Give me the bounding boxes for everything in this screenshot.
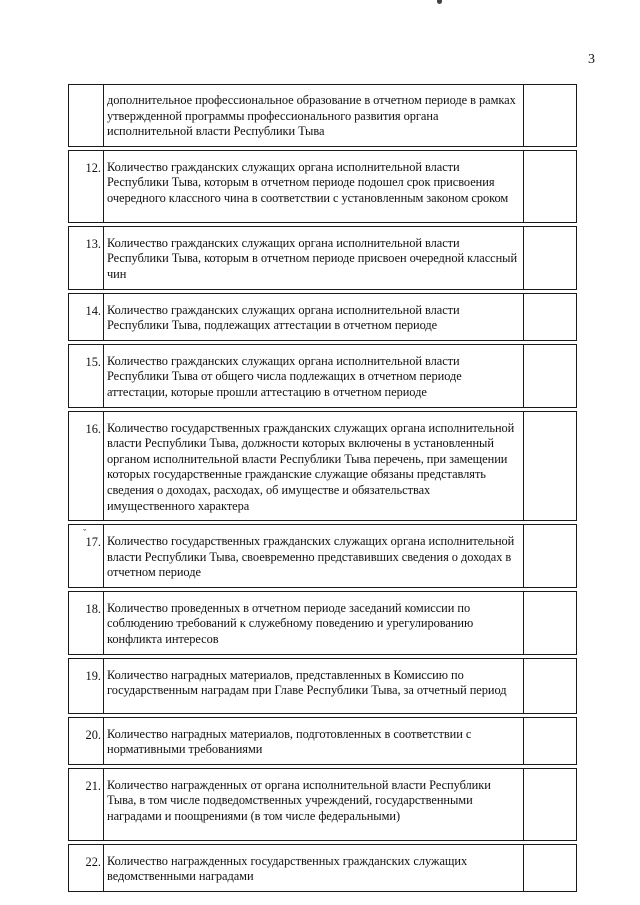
row-value-cell[interactable]: [524, 226, 577, 289]
table-row: [69, 844, 577, 891]
row-description: дополнительное профессиональное образование в отчетном периоде в рамках утвержденной программы профессионального развития органа исполнительной власти Республики Тыва: [104, 85, 524, 147]
row-number: 20.: [69, 717, 104, 764]
table-row: [69, 293, 577, 340]
row-description: Количество награжденных от органа исполнительной власти Республики Тыва, в том числе подведомственных учреждений, государственными наградами и поощрениями (в том числе федеральными): [104, 768, 524, 840]
row-description: Количество гражданских служащих органа исполнительной власти Республики Тыва, которым в отчетном периоде подошел срок присвоения очередного классного чина в соответствии с установленным законом сроком: [104, 150, 524, 222]
row-number: 18.: [69, 591, 104, 654]
row-number: 19.: [69, 658, 104, 713]
scan-artifact-mark: ˬ: [83, 520, 87, 531]
row-value-cell[interactable]: [524, 658, 577, 713]
row-description: Количество награжденных государственных гражданских служащих ведомственными наградами: [104, 844, 524, 891]
table-row: [69, 658, 577, 713]
row-value-cell[interactable]: [524, 525, 577, 588]
row-value-cell[interactable]: [524, 768, 577, 840]
row-value-cell[interactable]: [524, 293, 577, 340]
row-value-cell[interactable]: [524, 411, 577, 521]
table-row: [69, 768, 577, 840]
table-row: [69, 411, 577, 521]
row-value-cell[interactable]: [524, 591, 577, 654]
row-description: Количество наградных материалов, представленных в Комиссию по государственным наградам при Главе Республики Тыва, за отчетный период: [104, 658, 524, 713]
row-number: 22.: [69, 844, 104, 891]
table-row: [69, 150, 577, 222]
row-number: 16.: [69, 411, 104, 521]
row-description: Количество гражданских служащих органа исполнительной власти Республики Тыва, подлежащих аттестации в отчетном периоде: [104, 293, 524, 340]
scan-artifact-top: [437, 0, 442, 4]
row-description: Количество гражданских служащих органа исполнительной власти Республики Тыва от общего числа подлежащих в отчетном периоде аттестации, которые прошли аттестацию в отчетном периоде: [104, 344, 524, 407]
row-value-cell[interactable]: [524, 85, 577, 147]
row-number: [69, 85, 104, 147]
row-value-cell[interactable]: [524, 717, 577, 764]
row-number: 15.: [69, 344, 104, 407]
table-row: [69, 344, 577, 407]
row-description: Количество наградных материалов, подготовленных в соответствии с нормативными требованиями: [104, 717, 524, 764]
indicators-table: [68, 84, 577, 892]
row-description: Количество гражданских служащих органа исполнительной власти Республики Тыва, которым в отчетном периоде присвоен очередной классный чин: [104, 226, 524, 289]
table-row: [69, 226, 577, 289]
row-number: 12.: [69, 150, 104, 222]
page-number: 3: [588, 52, 595, 67]
table-row: [69, 525, 577, 588]
row-number: 14.: [69, 293, 104, 340]
row-description: Количество государственных гражданских служащих органа исполнительной власти Республики Тыва, должности которых включены в установленный органом исполнительной власти Республики Тыва перечень, при замещении которых государственные гражданские служащие обязаны представлять сведения о доходах, расходах, об имуществе и обязательствах имущественного характера: [104, 411, 524, 521]
row-value-cell[interactable]: [524, 150, 577, 222]
row-value-cell[interactable]: [524, 344, 577, 407]
row-value-cell[interactable]: [524, 844, 577, 891]
table-row: [69, 591, 577, 654]
table-row: [69, 717, 577, 764]
row-description: Количество государственных гражданских служащих органа исполнительной власти Республики Тыва, своевременно представивших сведения о доходах в отчетном периоде: [104, 525, 524, 588]
row-number: 21.: [69, 768, 104, 840]
table-row: [69, 85, 577, 147]
row-description: Количество проведенных в отчетном периоде заседаний комиссии по соблюдению требований к служебному поведению и урегулированию конфликта интересов: [104, 591, 524, 654]
row-number: 13.: [69, 226, 104, 289]
row-number: 17.: [69, 525, 104, 588]
